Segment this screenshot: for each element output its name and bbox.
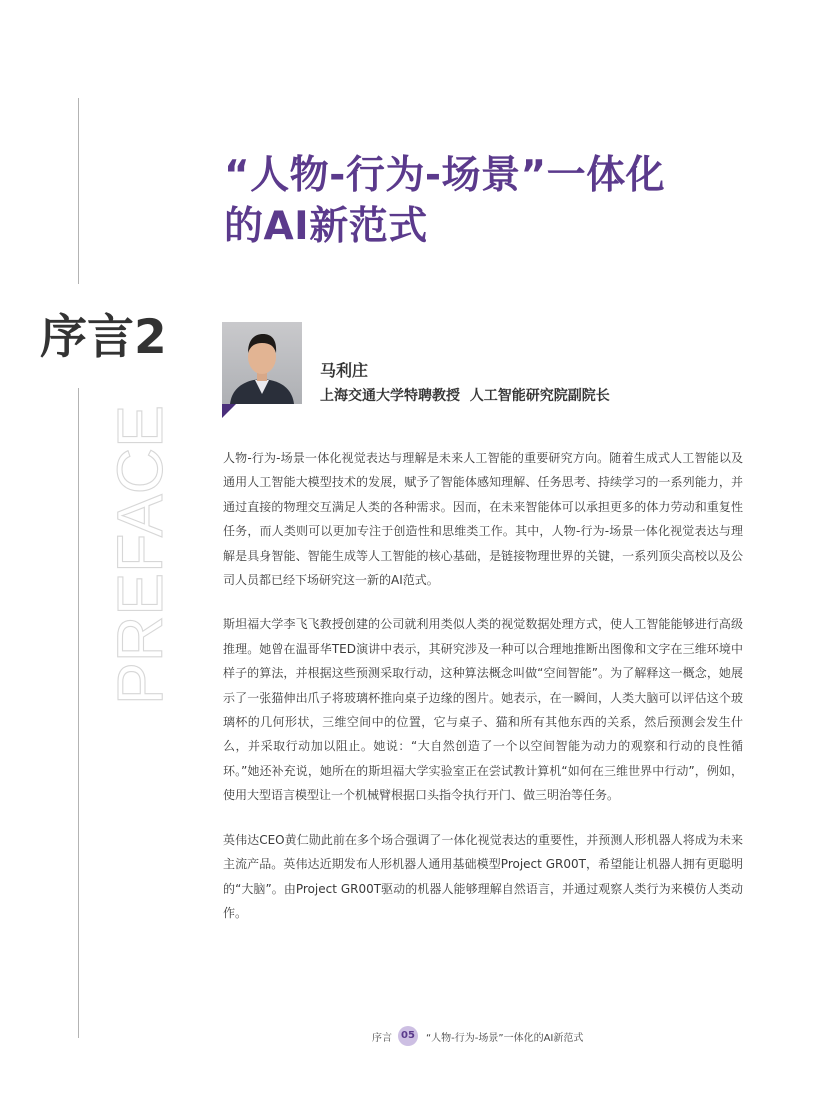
author-photo: [222, 322, 302, 418]
title-line-1: “人物-行为-场景”一体化: [224, 153, 666, 198]
preface-watermark-text: PREFACE: [104, 406, 176, 705]
author-affiliation: 上海交通大学特聘教授 人工智能研究院副院长: [320, 388, 610, 404]
preface-watermark: [58, 400, 180, 710]
body-text: [223, 446, 743, 945]
section-label: 序言2: [40, 310, 167, 365]
title-line-2: 的AI新范式: [224, 204, 428, 249]
footer-section-label: 序言: [372, 1033, 392, 1044]
page-number-badge: 05: [398, 1026, 418, 1046]
page-footer: [0, 1026, 816, 1048]
paragraph: 英伟达CEO黄仁勋此前在多个场合强调了一体化视觉表达的重要性，并预测人形机器人将成为未来主流产品。英伟达近期发布人形机器人通用基础模型Project GR00T，希望能让机器人拥有更聪明的“大脑”。由Project GR00T驱动的机器人能够理解自然语言，并通过观察人类行为来模仿人类动作。: [223, 832, 743, 920]
divider-line-top: [78, 98, 79, 284]
paragraph: 斯坦福大学李飞飞教授创建的公司就利用类似人类的视觉数据处理方式，使人工智能能够进行高级推理。她曾在温哥华TED演讲中表示，其研究涉及一种可以合理地推断出图像和文字在三维环境中样子的算法，并根据这些预测采取行动，这种算法概念叫做“空间智能”。为了解释这一概念，她展示了一张猫伸出爪子将玻璃杯推向桌子边缘的图片。她表示，在一瞬间，人类大脑可以评估这个玻璃杯的几何形状，三维空间中的位置，它与桌子、猫和所有其他东西的关系，然后预测会发生什么，并采取行动加以阻止。她说：“大自然创造了一个以空间智能为动力的观察和行动的良性循环。”她还补充说，她所在的斯坦福大学实验室正在尝试教计算机“如何在三维世界中行动”，例如，使用大型语言模型让一个机械臂根据口头指令执行开门、做三明治等任务。: [223, 617, 743, 803]
paragraph: 人物-行为-场景一体化视觉表达与理解是未来人工智能的重要研究方向。随着生成式人工智能以及通用人工智能大模型技术的发展，赋予了智能体感知理解、任务思考、持续学习的一系列能力，并通过直接的物理交互满足人类的各种需求。因而，在未来智能体可以承担更多的体力劳动和重复性任务，而人类则可以更加专注于创造性和思维类工作。其中，人物-行为-场景一体化视觉表达与理解是具身智能、智能生成等人工智能的核心基础，是链接物理世界的关键，一系列顶尖高校以及公司人员都已经下场研究这一新的AI范式。: [223, 451, 743, 588]
author-name: 马利庄: [320, 361, 369, 380]
page-title: [224, 150, 784, 252]
footer-running-title: “人物-行为-场景”一体化的AI新范式: [426, 1033, 584, 1044]
